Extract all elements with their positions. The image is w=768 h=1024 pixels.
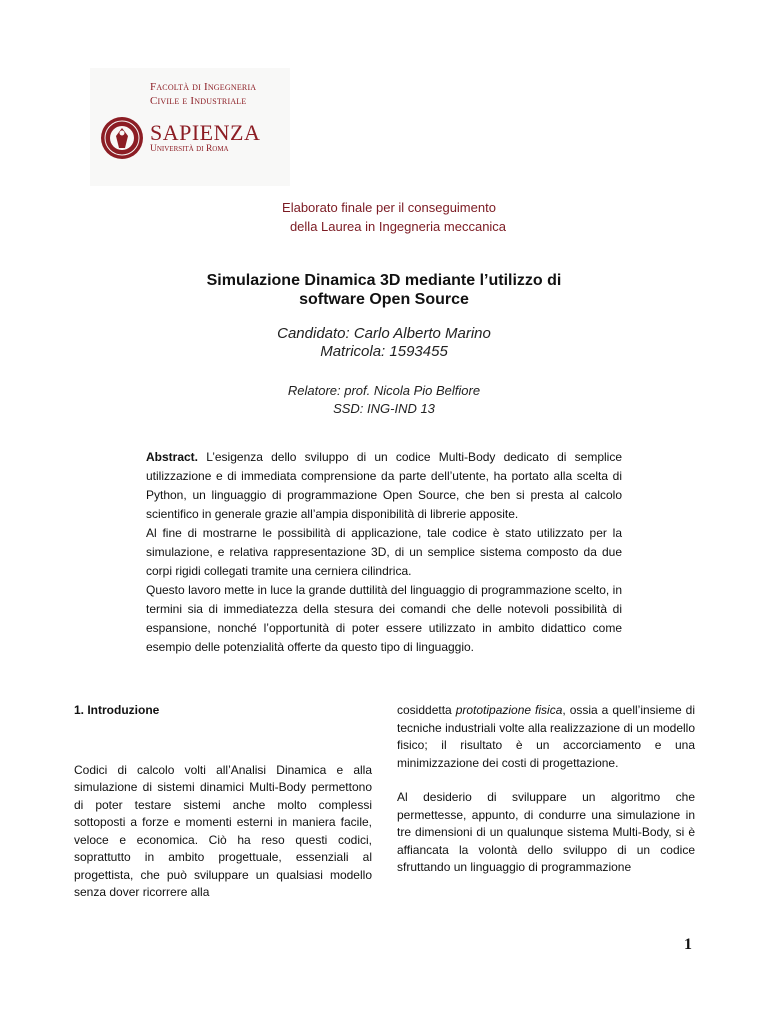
page-number: 1 (684, 936, 692, 953)
faculty-name (150, 80, 256, 108)
intro-p2-post: , ossia a quell’insieme di tecniche industriali volte alla realizzazione di un modello fisico; il risultato è un accorciamento e una minimizzazione dei costi di progettazione. (397, 703, 695, 770)
abstract-paragraph-3: Questo lavoro mette in luce la grande duttilità del linguaggio di programmazione scelto, in termini sia di immediatezza della stesura dei comandi che delle notevoli possibilità di espansione, nonché l’opportunità di poter essere utilizzato in ambito didattico come esempio delle potenzialità offerte da questo tipo di linguaggio. (146, 583, 622, 654)
title-line-1: Simulazione Dinamica 3D mediante l’utilizzo di (206, 272, 562, 289)
faculty-line-2: Civile e Industriale (150, 95, 247, 107)
thesis-title (0, 271, 768, 309)
sapienza-seal-icon (100, 116, 144, 160)
intro-paragraph-2 (397, 702, 695, 772)
candidate-matricola: Matricola: 1593455 (320, 343, 448, 360)
intro-paragraph-1: Codici di calcolo volti all’Analisi Dinamica e alla simulazione di sistemi dinamici Multi-Body permettono di poter testare sistemi anche molto complessi sottoposti a forze e momenti esterni in maniera facile, veloce e economica. Ciò ha reso questi codici, soprattutto in ambito progettuale, essenziali al progettista, che può sviluppare un qualsiasi modello senza dover ricorrere alla (74, 762, 372, 899)
supervisor-info (0, 382, 768, 418)
candidate-name: Candidato: Carlo Alberto Marino (277, 325, 491, 342)
university-subtitle: Università di Roma (150, 144, 229, 154)
supervisor-name: Relatore: prof. Nicola Pio Belfiore (287, 383, 481, 398)
abstract-label: Abstract. (146, 450, 199, 464)
abstract-text-1: L’esigenza dello sviluppo di un codice Multi-Body dedicato di semplice utilizzazione e di immediata comprensione da parte dell’utente, ha portato alla scelta di Python, un linguaggio di programmazione Open Source, che ben si presta al calcolo scientifico in generale grazie all’ampia disponibilità di librerie apposite. (146, 450, 622, 521)
degree-line-2: della Laurea in Ingegneria meccanica (289, 219, 507, 234)
intro-paragraph-3: Al desiderio di sviluppare un algoritmo che permettesse, appunto, di condurre una simulazione in tre dimensioni di un qualunque sistema Multi-Body, si è affiancata la volontà dello sviluppo di un codice sfruttando un linguaggio di programmazione (397, 790, 695, 874)
supervisor-ssd: SSD: ING-IND 13 (333, 401, 435, 416)
section-heading: 1. Introduzione (74, 703, 160, 717)
intro-p2-emphasis: prototipazione fisica (455, 703, 563, 717)
abstract (146, 448, 622, 657)
title-line-2: software Open Source (299, 291, 469, 308)
right-column (397, 702, 695, 877)
abstract-paragraph-1 (146, 448, 622, 524)
university-name: SAPIENZA (150, 120, 261, 145)
left-column (74, 702, 372, 902)
degree-line-1: Elaborato finale per il conseguimento (282, 200, 496, 215)
university-logo (90, 68, 290, 186)
degree-statement (0, 198, 768, 236)
faculty-line-1: Facoltà di Ingegneria (150, 81, 257, 93)
intro-p2-pre: cosiddetta (397, 703, 456, 717)
abstract-paragraph-2: Al fine di mostrarne le possibilità di applicazione, tale codice è stato utilizzato per la simulazione, e relativa rappresentazione 3D, di un semplice sistema composto da due corpi rigidi collegati tramite una cerniera cilindrica. (146, 526, 622, 578)
candidate-info (0, 325, 768, 361)
